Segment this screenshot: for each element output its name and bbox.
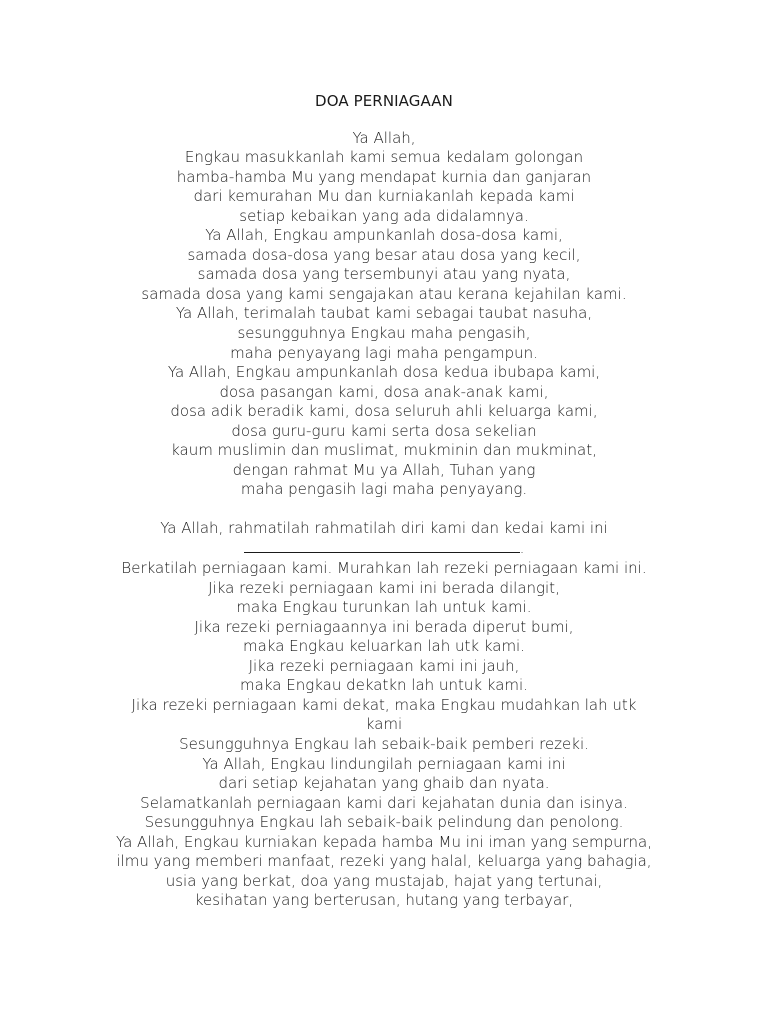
text-line: ilmu yang memberi manfaat, rezeki yang halal, keluarga yang bahagia, bbox=[116, 852, 652, 871]
text-line: dosa guru-guru kami serta dosa sekelian bbox=[231, 421, 537, 440]
text-line: setiap kebaikan yang ada didalamnya. bbox=[239, 206, 529, 225]
document-body bbox=[0, 92, 768, 911]
blank-suffix: . bbox=[519, 539, 525, 558]
text-line: Berkatilah perniagaan kami. Murahkan lah rezeki perniagaan kami ini. bbox=[121, 559, 647, 578]
text-line: Ya Allah, Engkau ampunkanlah dosa-dosa kami, bbox=[205, 226, 563, 245]
text-line: Jika rezeki perniagaannya ini berada diperut bumi, bbox=[194, 617, 574, 636]
text-line: Engkau masukkanlah kami semua kedalam golongan bbox=[184, 148, 584, 167]
text-line: kami bbox=[365, 715, 403, 734]
document-title: DOA PERNIAGAAN bbox=[315, 92, 453, 110]
text-line: Sesungguhnya Engkau lah sebaik-baik pemberi rezeki. bbox=[179, 734, 589, 753]
fill-in-blank bbox=[244, 538, 520, 553]
text-line: dari kemurahan Mu dan kurniakanlah kepada kami bbox=[193, 187, 575, 206]
text-line: maka Engkau turunkan lah untuk kami. bbox=[236, 598, 532, 617]
text-line: maka Engkau dekatkn lah untuk kami. bbox=[240, 676, 528, 695]
text-line: Jika rezeki perniagaan kami ini jauh, bbox=[248, 656, 520, 675]
text-line: hamba-hamba Mu yang mendapat kurnia dan ganjaran bbox=[176, 167, 592, 186]
text-line: maha pengasih lagi maha penyayang. bbox=[240, 480, 528, 499]
text-line: Jika rezeki perniagaan kami ini berada dilangit, bbox=[208, 578, 560, 597]
text-line: kaum muslimin dan muslimat, mukminin dan mukminat, bbox=[171, 441, 597, 460]
text-line: maha penyayang lagi maha pengampun. bbox=[230, 343, 538, 362]
text-line: dosa pasangan kami, dosa anak-anak kami, bbox=[219, 382, 549, 401]
text-line: Ya Allah, Engkau ampunkanlah dosa kedua ibubapa kami, bbox=[167, 363, 601, 382]
text-line: maka Engkau keluarkan lah utk kami. bbox=[242, 637, 525, 656]
text-line: dari setiap kejahatan yang ghaib dan nyata. bbox=[218, 774, 550, 793]
text-line: Ya Allah, Engkau kurniakan kepada hamba Mu ini iman yang sempurna, bbox=[116, 832, 652, 851]
text-line: samada dosa yang tersembunyi atau yang nyata, bbox=[197, 265, 571, 284]
text-line: dengan rahmat Mu ya Allah, Tuhan yang bbox=[232, 460, 536, 479]
text-line: samada dosa yang kami sengajakan atau kerana kejahilan kami. bbox=[141, 284, 627, 303]
text-line: usia yang berkat, doa yang mustajab, hajat yang tertunai, bbox=[165, 871, 603, 890]
fill-in-blank-line bbox=[0, 538, 768, 559]
text-line: kesihatan yang berterusan, hutang yang terbayar, bbox=[194, 891, 574, 910]
text-line: Ya Allah, rahmatilah rahmatilah diri kami dan kedai kami ini bbox=[160, 518, 608, 537]
text-line: Ya Allah, Engkau lindungilah perniagaan kami ini bbox=[202, 754, 566, 773]
text-line: Ya Allah, bbox=[352, 128, 416, 147]
stanza-2 bbox=[0, 519, 768, 911]
text-line: Jika rezeki perniagaan kami dekat, maka Engkau mudahkan lah utk bbox=[131, 695, 637, 714]
stanza-1 bbox=[0, 129, 768, 500]
text-line: Sesungguhnya Engkau lah sebaik-baik pelindung dan penolong. bbox=[144, 813, 624, 832]
text-line: Ya Allah, terimalah taubat kami sebagai taubat nasuha, bbox=[175, 304, 593, 323]
text-line: sesungguhnya Engkau maha pengasih, bbox=[237, 324, 531, 343]
text-line: samada dosa-dosa yang besar atau dosa yang kecil, bbox=[187, 245, 581, 264]
text-line: dosa adik beradik kami, dosa seluruh ahli keluarga kami, bbox=[170, 402, 598, 421]
text-line: Selamatkanlah perniagaan kami dari kejahatan dunia dan isinya. bbox=[140, 793, 628, 812]
